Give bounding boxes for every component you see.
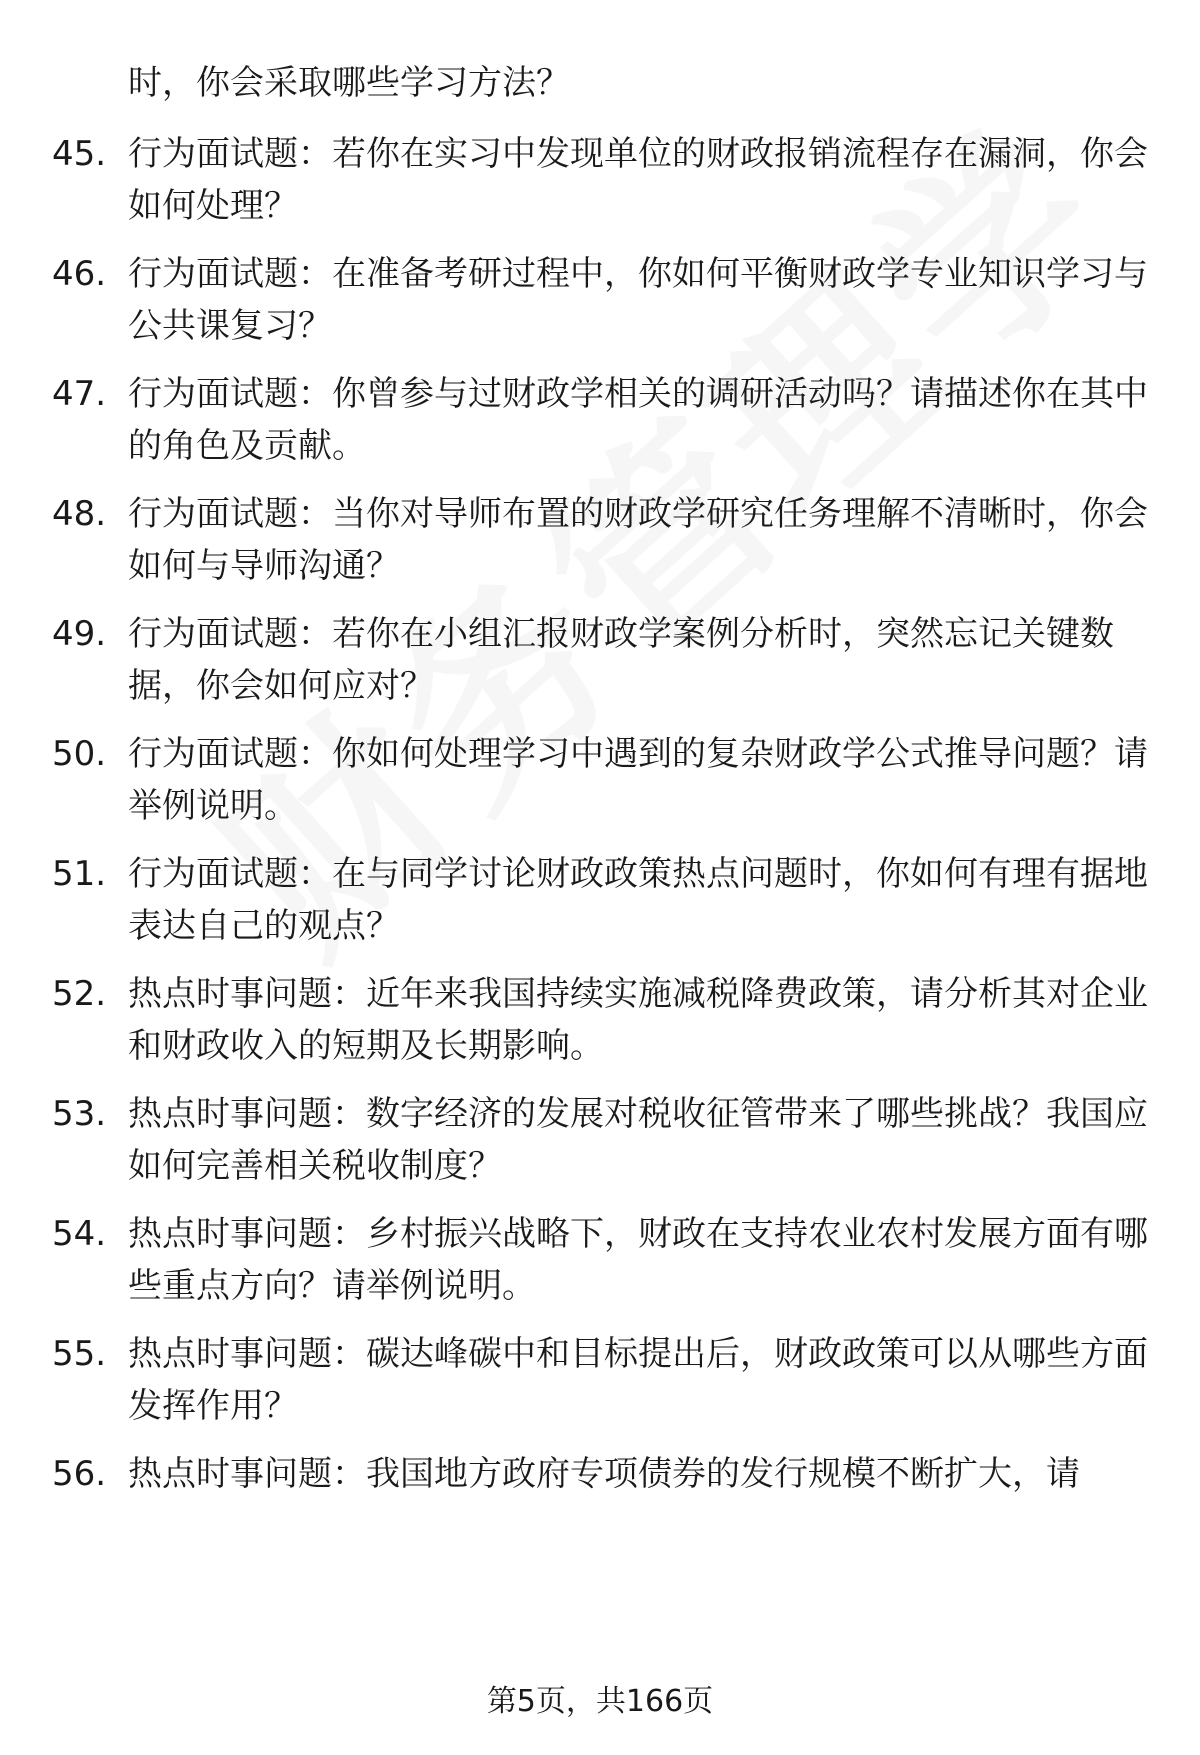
- question-item: [52, 488, 1152, 592]
- question-number: 47.: [52, 374, 107, 414]
- question-number: 45.: [52, 134, 107, 174]
- continued-question-text: 时，你会采取哪些学习方法？: [128, 63, 570, 103]
- question-number: 54.: [52, 1214, 107, 1254]
- question-number: 46.: [52, 254, 107, 294]
- question-item: [52, 1328, 1152, 1432]
- question-item: [52, 368, 1152, 472]
- question-text: 行为面试题：在准备考研过程中，你如何平衡财政学专业知识学习与公共课复习？: [128, 254, 1148, 346]
- question-item: [52, 848, 1152, 952]
- question-text: 行为面试题：在与同学讨论财政政策热点问题时，你如何有理有据地表达自己的观点？: [128, 854, 1148, 946]
- question-number: 48.: [52, 494, 107, 534]
- question-number: 50.: [52, 734, 107, 774]
- question-item: [52, 128, 1152, 232]
- question-number: 56.: [52, 1454, 107, 1494]
- question-text: 热点时事问题：近年来我国持续实施减税降费政策，请分析其对企业和财政收入的短期及长期影响。: [128, 974, 1148, 1066]
- question-text: 行为面试题：你如何处理学习中遇到的复杂财政学公式推导问题？请举例说明。: [128, 734, 1148, 826]
- question-text: 热点时事问题：碳达峰碳中和目标提出后，财政政策可以从哪些方面发挥作用？: [128, 1334, 1148, 1426]
- page-footer: 第5页，共166页: [486, 1684, 714, 1719]
- question-item: [52, 248, 1152, 352]
- question-text: 热点时事问题：我国地方政府专项债券的发行规模不断扩大，请: [128, 1454, 1080, 1494]
- question-text: 热点时事问题：乡村振兴战略下，财政在支持农业农村发展方面有哪些重点方向？请举例说明。: [128, 1214, 1148, 1306]
- question-text: 行为面试题：你曾参与过财政学相关的调研活动吗？请描述你在其中的角色及贡献。: [128, 374, 1148, 466]
- question-text: 行为面试题：若你在小组汇报财政学案例分析时，突然忘记关键数据，你会如何应对？: [128, 614, 1114, 706]
- question-text: 行为面试题：当你对导师布置的财政学研究任务理解不清晰时，你会如何与导师沟通？: [128, 494, 1148, 586]
- question-item: [52, 968, 1152, 1072]
- question-item: [52, 728, 1152, 832]
- question-number: 53.: [52, 1094, 107, 1134]
- question-text: 行为面试题：若你在实习中发现单位的财政报销流程存在漏洞，你会如何处理？: [128, 134, 1148, 226]
- question-number: 51.: [52, 854, 107, 894]
- question-number: 55.: [52, 1334, 107, 1374]
- question-item: [52, 1208, 1152, 1312]
- question-item: [52, 1448, 1152, 1500]
- question-item: [52, 608, 1152, 712]
- question-item: [52, 1088, 1152, 1192]
- question-text: 热点时事问题：数字经济的发展对税收征管带来了哪些挑战？我国应如何完善相关税收制度？: [128, 1094, 1148, 1186]
- question-number: 49.: [52, 614, 107, 654]
- question-number: 52.: [52, 974, 107, 1014]
